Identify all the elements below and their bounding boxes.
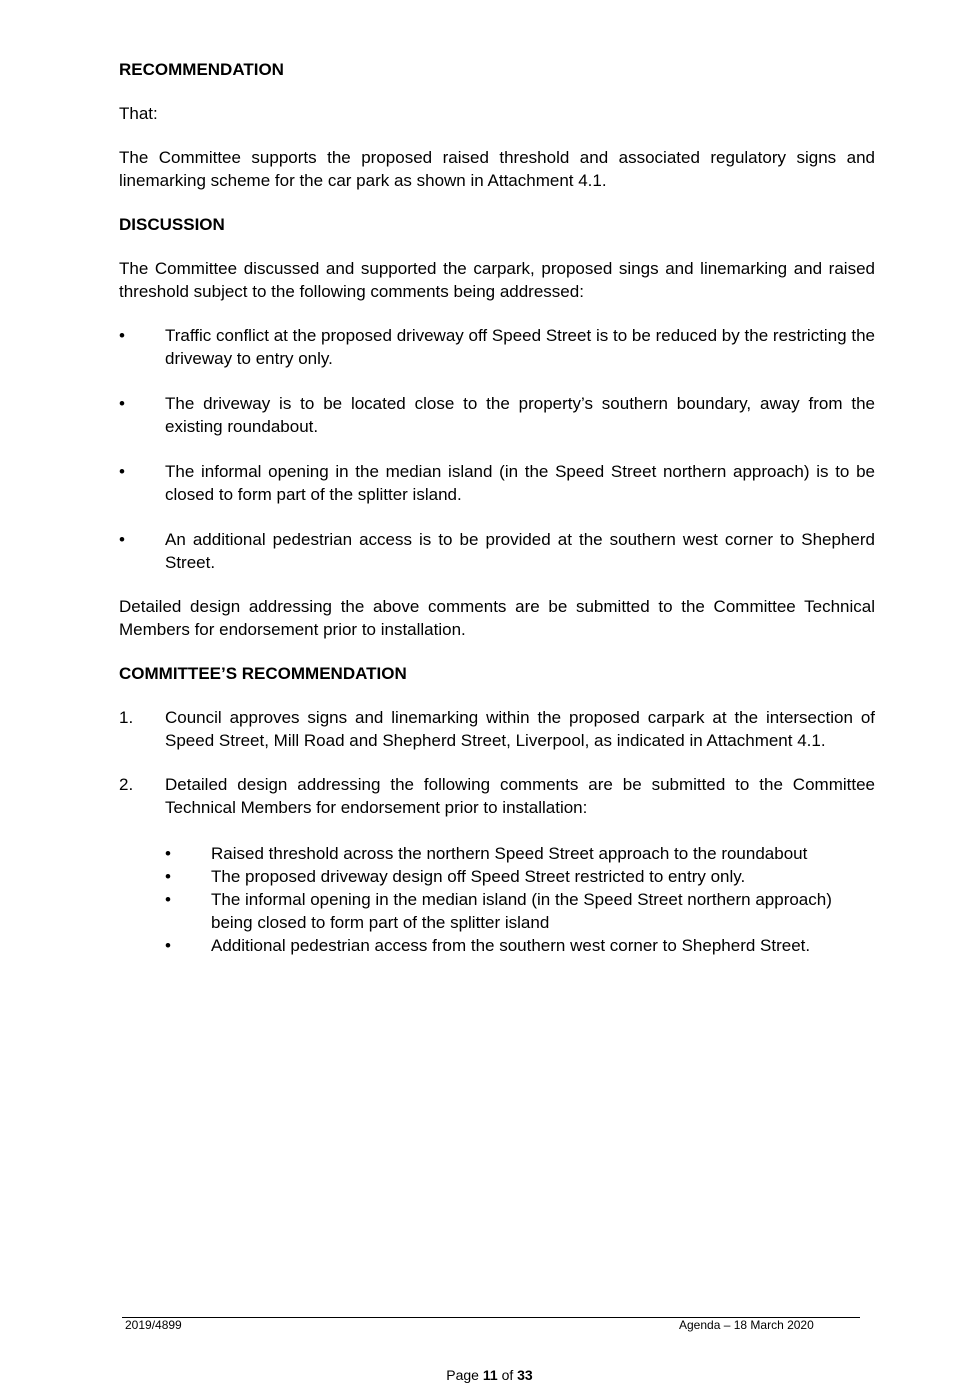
bullet-icon: •	[119, 394, 125, 413]
page-number-current: 11	[482, 1367, 498, 1383]
sub-list-item-text: Additional pedestrian access from the southern west corner to Shepherd Street.	[211, 936, 811, 955]
recommendation-heading: RECOMMENDATION	[119, 60, 284, 79]
list-item	[119, 324, 875, 370]
list-item	[119, 528, 875, 574]
sub-list-item-text: The proposed driveway design off Speed Street restricted to entry only.	[211, 867, 746, 886]
list-item	[119, 460, 875, 506]
sub-list-item	[165, 934, 875, 957]
page-number-prefix: Page	[446, 1367, 479, 1383]
committee-recommendation-list	[119, 706, 875, 957]
document-body	[119, 58, 875, 978]
bullet-icon: •	[165, 867, 171, 886]
sub-list-item	[165, 888, 875, 934]
bullet-icon: •	[119, 530, 125, 549]
bullet-icon: •	[119, 326, 125, 345]
discussion-closing: Detailed design addressing the above comments are be submitted to the Committee Technical Members for endorsement prior to installation.	[119, 597, 875, 639]
sub-bullet-list	[165, 842, 875, 957]
discussion-bullet-list	[119, 324, 875, 574]
list-item-text: Detailed design addressing the following comments are be submitted to the Committee Technical Members for endorsement prior to installation:	[165, 775, 875, 817]
footer-reference: 2019/4899	[125, 1318, 182, 1332]
recommendation-intro: That:	[119, 104, 158, 123]
bullet-icon: •	[119, 462, 125, 481]
list-number: 1.	[119, 708, 134, 727]
list-item-text: The driveway is to be located close to the property’s southern boundary, away from the existing roundabout.	[165, 394, 875, 436]
list-item-text: An additional pedestrian access is to be provided at the southern west corner to Shepherd Street.	[165, 530, 875, 572]
footer-agenda-date: Agenda – 18 March 2020	[679, 1318, 814, 1332]
recommendation-body: The Committee supports the proposed raised threshold and associated regulatory signs and linemarking scheme for the car park as shown in Attachment 4.1.	[119, 148, 875, 190]
list-number: 2.	[119, 775, 134, 794]
page-number	[0, 1366, 979, 1384]
sub-list-item	[165, 865, 875, 888]
bullet-icon: •	[165, 890, 171, 909]
list-item	[119, 392, 875, 438]
page-number-total: 33	[517, 1367, 533, 1383]
bullet-icon: •	[165, 844, 171, 863]
sub-list-item	[165, 842, 875, 865]
page-number-of: of	[501, 1367, 514, 1383]
list-item	[119, 706, 875, 752]
sub-list-item-text: Raised threshold across the northern Speed Street approach to the roundabout	[211, 844, 808, 863]
list-item	[119, 773, 875, 957]
discussion-heading: DISCUSSION	[119, 215, 225, 234]
list-item-text: The informal opening in the median island (in the Speed Street northern approach) is to be closed to form part of the splitter island.	[165, 462, 875, 504]
discussion-intro: The Committee discussed and supported the carpark, proposed sings and linemarking and raised threshold subject to the following comments being addressed:	[119, 259, 875, 301]
sub-list-item-text: The informal opening in the median island (in the Speed Street northern approach) being closed to form part of the splitter island	[211, 890, 832, 932]
list-item-text: Traffic conflict at the proposed driveway off Speed Street is to be reduced by the restricting the driveway to entry only.	[165, 326, 875, 368]
bullet-icon: •	[165, 936, 171, 955]
list-item-text: Council approves signs and linemarking within the proposed carpark at the intersection of Speed Street, Mill Road and Shepherd Street, Liverpool, as indicated in Attachment 4.1.	[165, 708, 875, 750]
committee-recommendation-heading: COMMITTEE’S RECOMMENDATION	[119, 664, 407, 683]
